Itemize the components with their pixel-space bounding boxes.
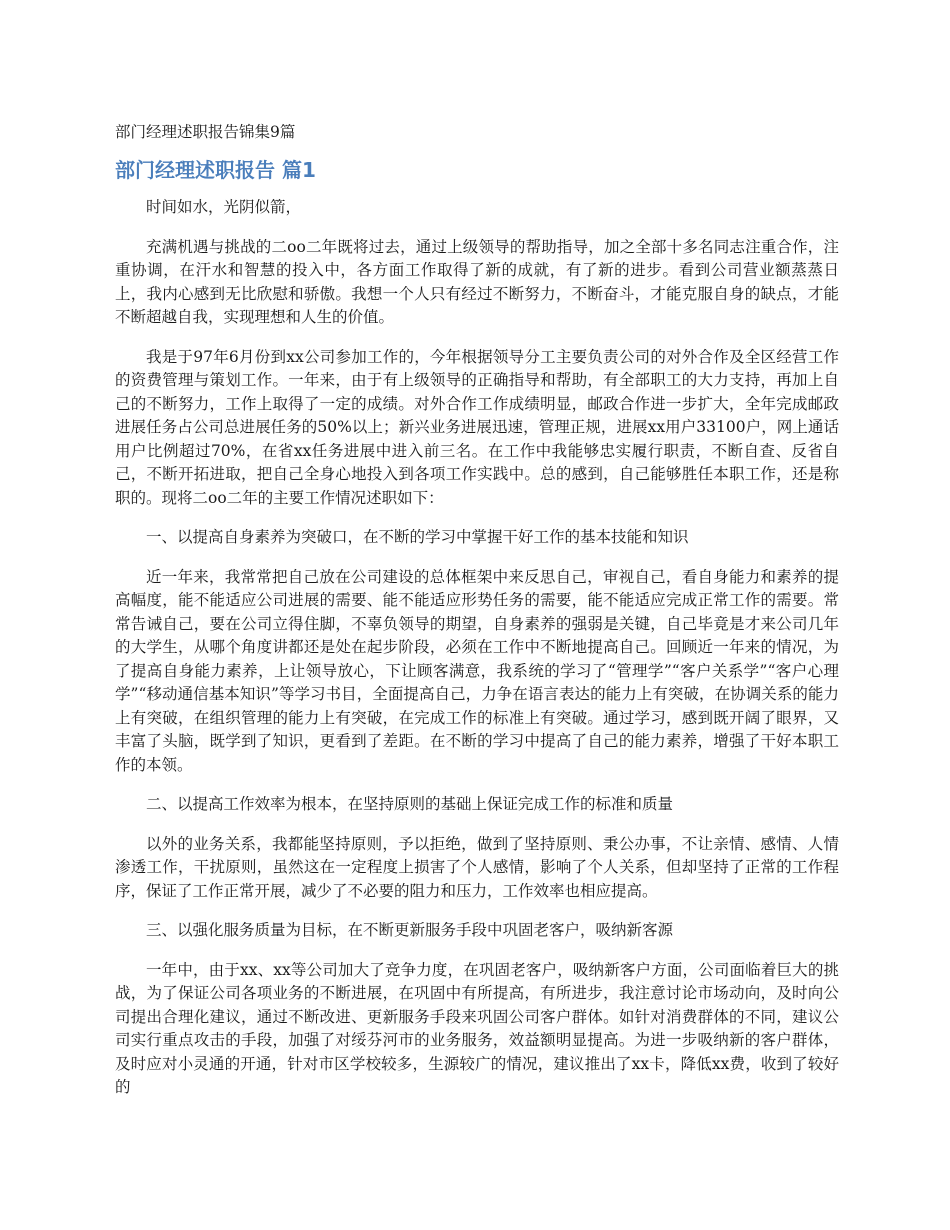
document-title: 部门经理述职报告锦集9篇	[115, 123, 296, 141]
paragraph-opening: 时间如水，光阴似箭，	[146, 198, 302, 216]
paragraph-background: 我是于97年6月份到xx公司参加工作的，今年根据领导分工主要负责公司的对外合作及全区经营工作的资费管理与策划工作。一年来，由于有上级领导的正确指导和帮助，有全部职工的大力支持，再加上自己的不断努力，工作上取得了一定的成绩。对外合作工作成绩明显，邮政合作进一步扩大，全年完成邮政进展任务占公司总进展任务的50%以上；新兴业务进展迅速，管理正规，进展xx用户33100户，网上通话用户比例超过70%，在省xx任务进展中进入前三名。在工作中我能够忠实履行职责，不断自查、反省自己，不断开拓进取，把自己全身心地投入到各项工作实践中。总的感到，自己能够胜任本职工作，还是称职的。现将二oo二年的主要工作情况述职如下：	[115, 347, 839, 507]
paragraph-heading-three: 三、以强化服务质量为目标，在不断更新服务手段中巩固老客户，吸纳新客源	[146, 921, 674, 939]
section-heading: 部门经理述职报告 篇1	[115, 158, 316, 182]
paragraph-heading-one: 一、以提高自身素养为突破口，在不断的学习中掌握干好工作的基本技能和知识	[146, 528, 689, 546]
paragraph-service: 一年中，由于xx、xx等公司加大了竞争力度，在巩固老客户，吸纳新客户方面，公司面临着巨大的挑战，为了保证公司各项业务的不断进展，在巩固中有所提高，有所进步，我注意讨论市场动向，及时向公司提出合理化建议，通过不断改进、更新服务手段来巩固公司客户群体。如针对消费群体的不同，建议公司实行重点攻击的手段，加强了对绥芬河市的业务服务，效益额明显提高。为进一步吸纳新的客户群体，及时应对小灵通的开通，针对市区学校较多，生源较广的情况，建议推出了xx卡，降低xx费，收到了较好的	[115, 960, 839, 1096]
paragraph-study: 近一年来，我常常把自己放在公司建设的总体框架中来反思自己，审视自己，看自身能力和素养的提高幅度，能不能适应公司进展的需要、能不能适应形势任务的需要，能不能适应完成正常工作的需要。常常告诫自己，要在公司立得住脚，不辜负领导的期望，自身素养的强弱是关键，自己毕竟是才来公司几年的大学生，从哪个角度讲都还是处在起步阶段，必须在工作中不断地提高自己。回顾近一年来的情况，为了提高自身能力素养，上让领导放心，下让顾客满意，我系统的学习了“管理学”“客户关系学”“客户心理学”“移动通信基本知识”等学习书目，全面提高自己，力争在语言表达的能力上有突破，在协调关系的能力上有突破，在组织管理的能力上有突破，在完成工作的标准上有突破。通过学习，感到既开阔了眼界，又丰富了头脑，既学到了知识，更看到了差距。在不断的学习中提高了自己的能力素养，增强了干好本职工作的本领。	[115, 567, 839, 774]
paragraph-principles: 以外的业务关系，我都能坚持原则，予以拒绝，做到了坚持原则、秉公办事，不让亲情、感情、人情渗透工作，干扰原则，虽然这在一定程度上损害了个人感情，影响了个人关系，但却坚持了正常的工作程序，保证了工作正常开展，减少了不必要的阻力和压力，工作效率也相应提高。	[115, 834, 839, 900]
paragraph-heading-two: 二、以提高工作效率为根本，在坚持原则的基础上保证完成工作的标准和质量	[146, 795, 674, 813]
document-page	[115, 118, 839, 1116]
paragraph-intro: 充满机遇与挑战的二oo二年既将过去，通过上级领导的帮助指导，加之全部十多名同志注重合作，注重协调，在汗水和智慧的投入中，各方面工作取得了新的成就，有了新的进步。看到公司营业额蒸蒸日上，我内心感到无比欣慰和骄傲。我想一个人只有经过不断努力，不断奋斗，才能克服自身的缺点，才能不断超越自我，实现理想和人生的价值。	[115, 237, 839, 326]
